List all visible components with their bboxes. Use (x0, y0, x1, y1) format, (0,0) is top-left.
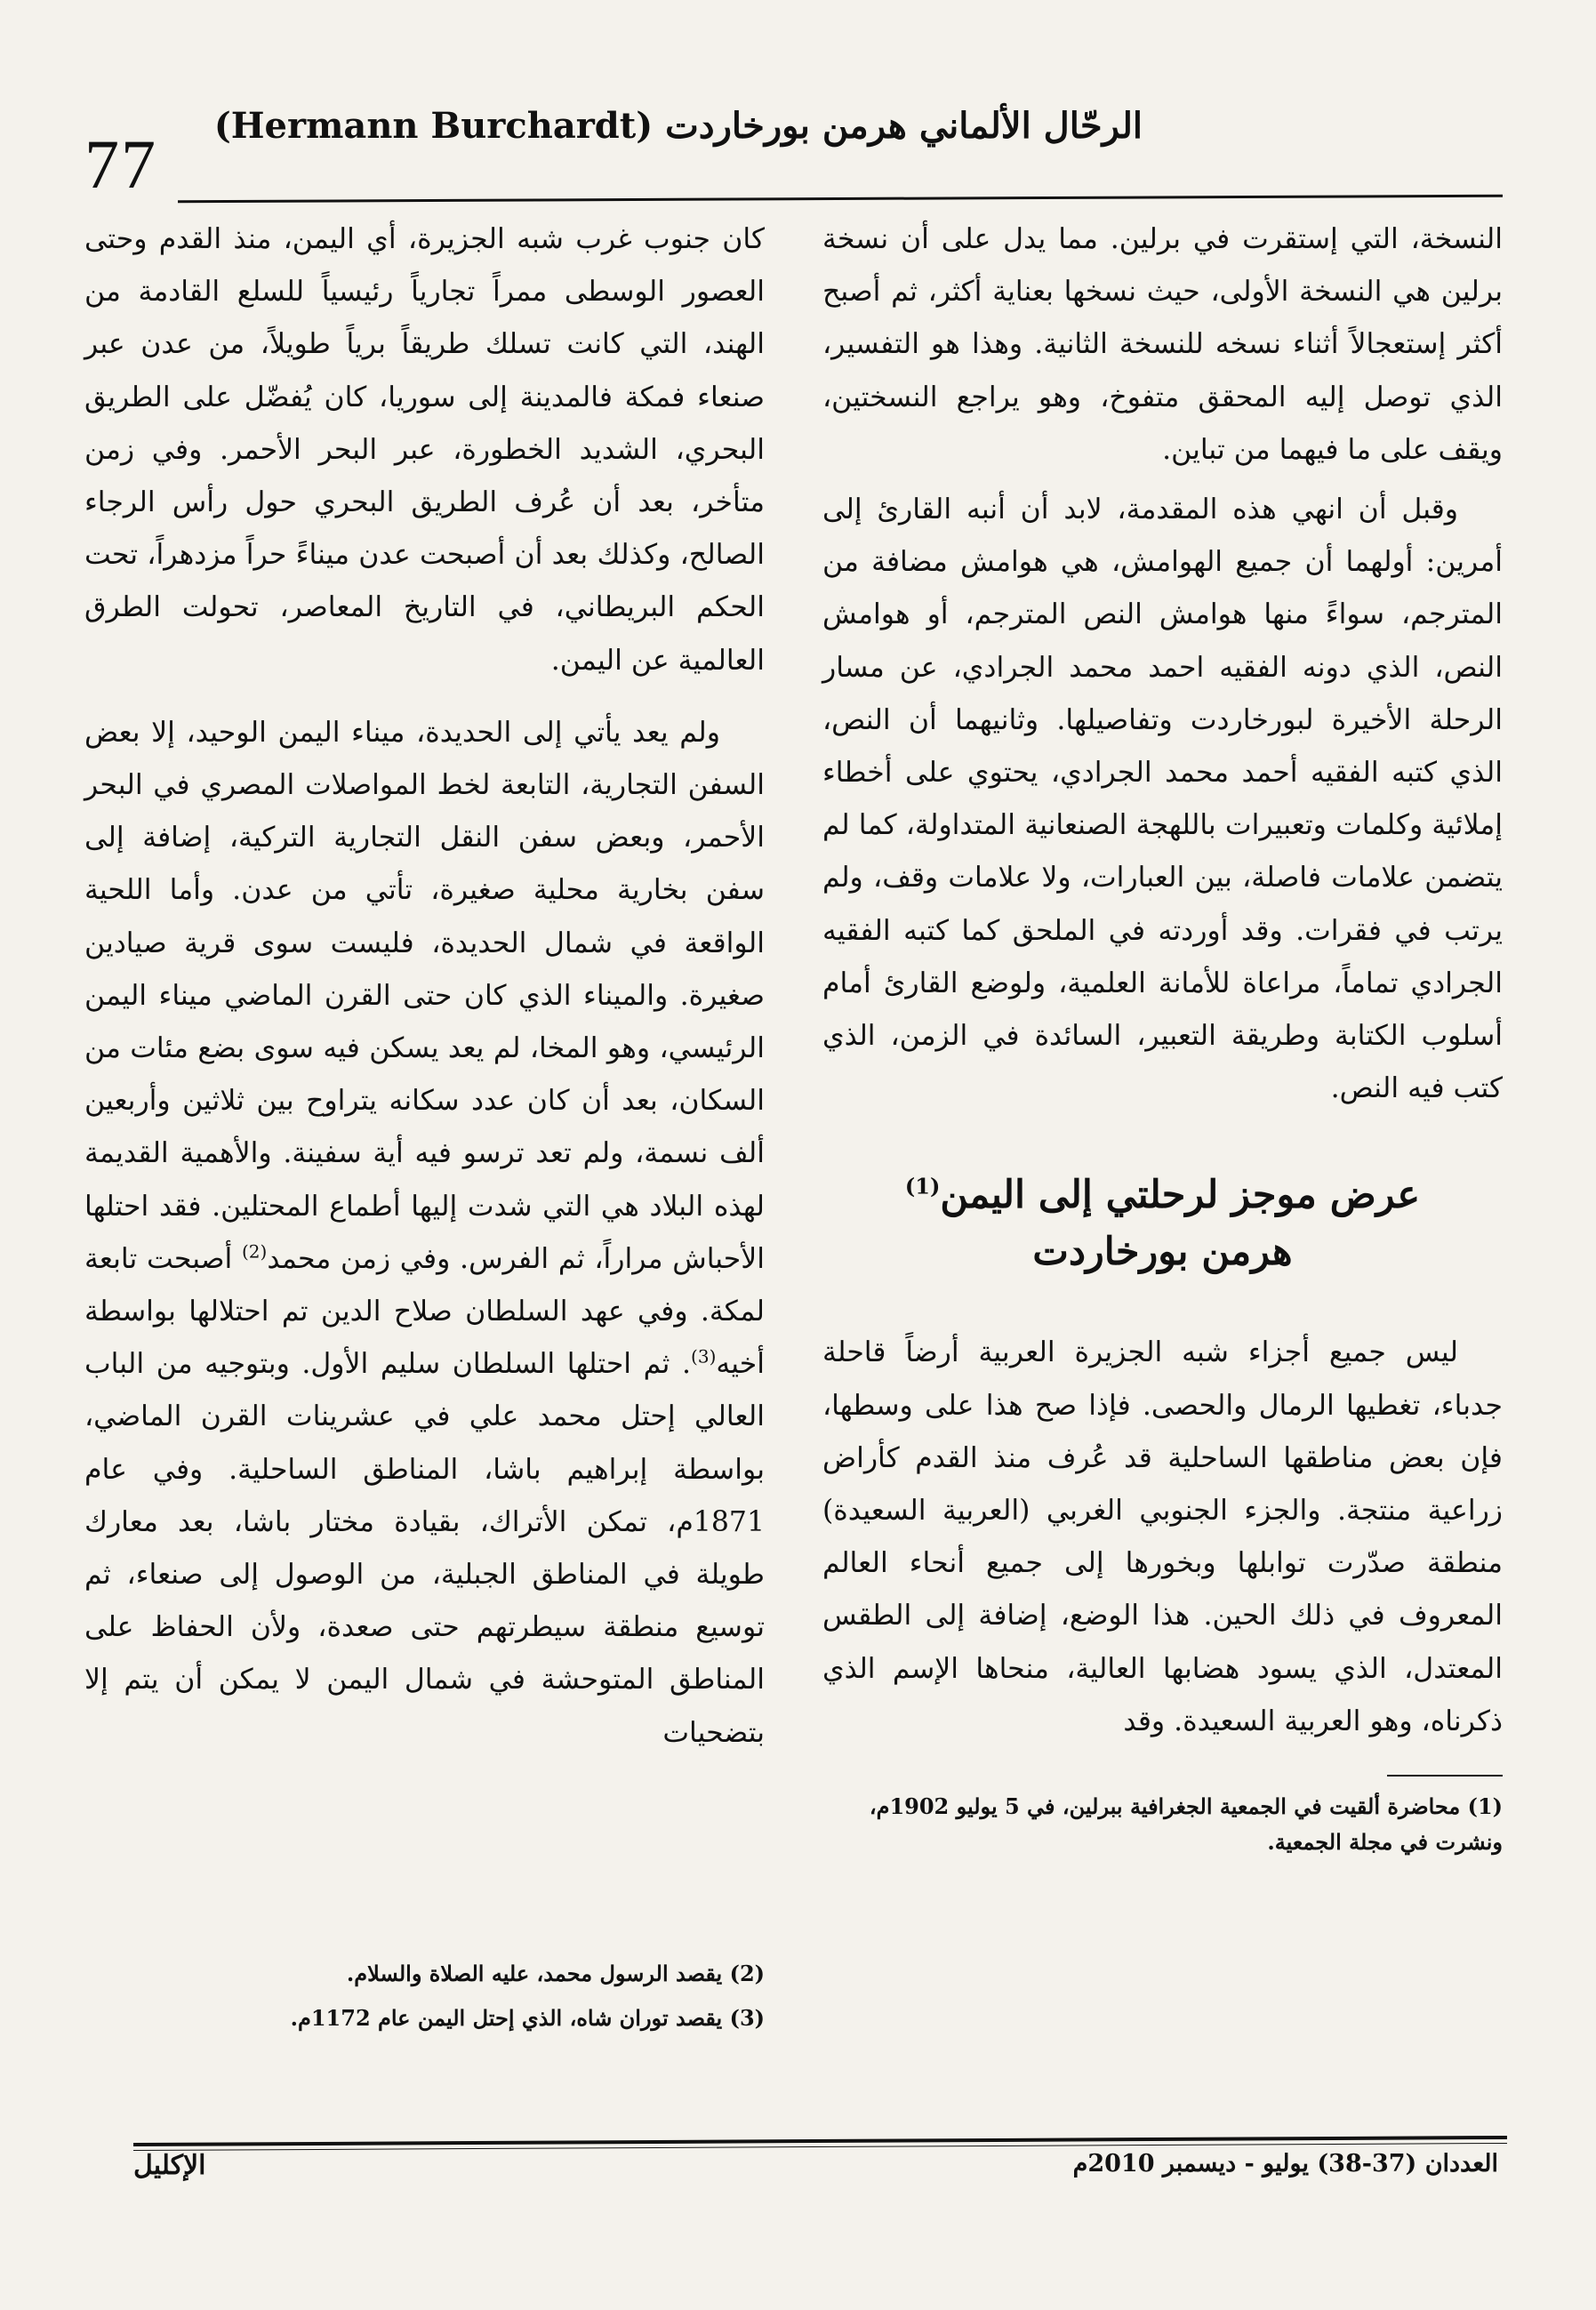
running-header: الرحّال الألماني هرمن بورخاردت (Hermann Burchardt) (213, 105, 1143, 147)
left-paragraph-2-part3: . ثم احتلها السلطان سليم الأول. وبتوجيه من الباب العالي إحتل محمد علي في عشرينات القرن الماضي، بواسطة إبراهيم باشا، المناطق الساحلية. وفي عام 1871م، تمكن الأتراك، بقيادة مختار باشا، بعد معارك طويلة في المناطق الجبلية، من الوصول إلى صنعاء، ثم توسيع منطقة سيطرتهم حتى صعدة، ولأن الحفاظ على المناطق المتوحشة في شمال اليمن لا يمكن أن يتم إلا بتضحيات (84, 1348, 765, 1749)
right-paragraph-3: ليس جميع أجزاء شبه الجزيرة العربية أرضاً قاحلة جدباء، تغطيها الرمال والحصى. فإذا صح هذا على وسطها، فإن بعض مناطقها الساحلية قد عُرف منذ القدم كأراض زراعية منتجة. والجزء الجنوبي الغربي (العربية السعيدة) منطقة صدّرت توابلها وبخورها إلى جميع أنحاء العالم المعروف في ذلك الحين. هذا الوضع، إضافة إلى الطقس المعتدل، الذي يسود هضابها العالية، منحاها الإسم الذي ذكرناه، وهو العربية السعيدة. وقد (822, 1336, 1503, 1737)
left-paragraph-2-part1: ولم يعد يأتي إلى الحديدة، ميناء اليمن الوحيد، إلا بعض السفن التجارية، التابعة لخط المواصلات المصري في البحر الأحمر، وبعض سفن النقل التجارية التركية، إضافة إلى سفن بخارية محلية صغيرة، تأتي من عدن. وأما اللحية الواقعة في شمال الحديدة، فليست سوى قرية صيادين صغيرة. والميناء الذي كان حتى القرن الماضي ميناء اليمن الرئيسي، وهو المخا، لم يعد يسكن فيه سوى بضع مئات من السكان، بعد أن كان عدد سكانه يتراوح بين ثلاثين وأربعين ألف نسمة، ولم تعد ترسو فيه أية سفينة. والأهمية القديمة لهذه البلاد هي التي شدت إليها أطماع المحتلين. فقد احتلها الأحباش مراراً، ثم الفرس. وفي زمن محمد (84, 716, 765, 1275)
footnote-rule (1387, 1775, 1503, 1777)
page-number: 77 (84, 125, 157, 203)
left-paragraph-1: كان جنوب غرب شبه الجزيرة، أي اليمن، منذ القدم وحتى العصور الوسطى ممراً تجارياً رئيسياً للسلع القادمة من الهند، التي كانت تسلك طريقاً برياً طويلاً، من عدن عبر صنعاء فمكة فالمدينة إلى سوريا، كان يُفضّل على الطريق البحري، الشديد الخطورة، عبر البحر الأحمر. وفي زمن متأخر، بعد أن عُرف الطريق البحري حول رأس الرجاء الصالح، وكذلك بعد أن أصبحت عدن ميناءً حراً مزدهراً، تحت الحكم البريطاني، في التاريخ المعاصر، تحولت الطرق العالمية عن اليمن. (84, 223, 765, 677)
footer-issue: العددان (37-38) يوليو - ديسمبر 2010م (1072, 2150, 1498, 2178)
section-title-author: هرمن بورخاردت (1032, 1230, 1293, 1275)
left-column (84, 213, 765, 1760)
left-footnotes (84, 1956, 765, 2045)
section-title-line1: عرض موجز لرحلتي إلى اليمن (940, 1173, 1421, 1218)
footer-journal-name: الإكليل (133, 2150, 206, 2181)
header-rule (178, 195, 1503, 204)
right-paragraph-2: وقبل أن انهي هذه المقدمة، لابد أن أنبه القارئ إلى أمرين: أولهما أن جميع الهوامش، هي هوامش مضافة من المترجم، سواءً منها هوامش النص المترجم، أو هوامش النص، الذي دونه الفقيه احمد محمد الجرادي، عن مسار الرحلة الأخيرة لبورخاردت وتفاصيلها. وثانيهما أن النص، الذي كتبه الفقيه أحمد محمد الجرادي، يحتوي على أخطاء إملائية وكلمات وتعبيرات باللهجة الصنعانية المتداولة، كما لم يتضمن علامات فاصلة، بين العبارات، ولا علامات وقف، ولم يرتب في فقرات. وقد أوردته في الملحق كما كتبه الفقيه الجرادي تماماً، مراعاة للأمانة العلمية، ولوضع القارئ أمام أسلوب الكتابة وطريقة التعبير، السائدة في الزمن، الذي كتب فيه النص. (822, 493, 1503, 1105)
left-paragraph-2 (84, 707, 765, 1760)
footnote-ref-2: (2) (241, 1240, 268, 1263)
footnote-ref-1: (1) (904, 1174, 941, 1200)
section-title (822, 1167, 1503, 1280)
right-column (822, 213, 1503, 1860)
footer-rule (133, 2136, 1507, 2146)
footnote-3: (3) يقصد توران شاه، الذي إحتل اليمن عام 1172م. (290, 2005, 765, 2031)
footnote-1: (1) محاضرة ألقيت في الجمعية الجغرافية ببرلين، في 5 يوليو 1902م، ونشرت في مجلة الجمعية. (869, 1793, 1503, 1856)
footnote-2: (2) يقصد الرسول محمد، عليه الصلاة والسلام. (346, 1961, 765, 1986)
right-paragraph-1: النسخة، التي إستقرت في برلين. مما يدل على أن نسخة برلين هي النسخة الأولى، حيث نسخها بعناية أكثر، ثم أصبح أكثر إستعجالاً أثناء نسخه للنسخة الثانية. وهذا هو التفسير، الذي توصل إليه المحقق متفوخ، وهو يراجع النسختين، ويقف على ما فيهما من تباين. (822, 223, 1503, 466)
left-paragraph-2-part2: أصبحت تابعة لمكة. وفي عهد السلطان صلاح الدين تم احتلالها بواسطة أخيه (84, 1242, 765, 1381)
footnote-ref-3: (3) (691, 1345, 717, 1368)
